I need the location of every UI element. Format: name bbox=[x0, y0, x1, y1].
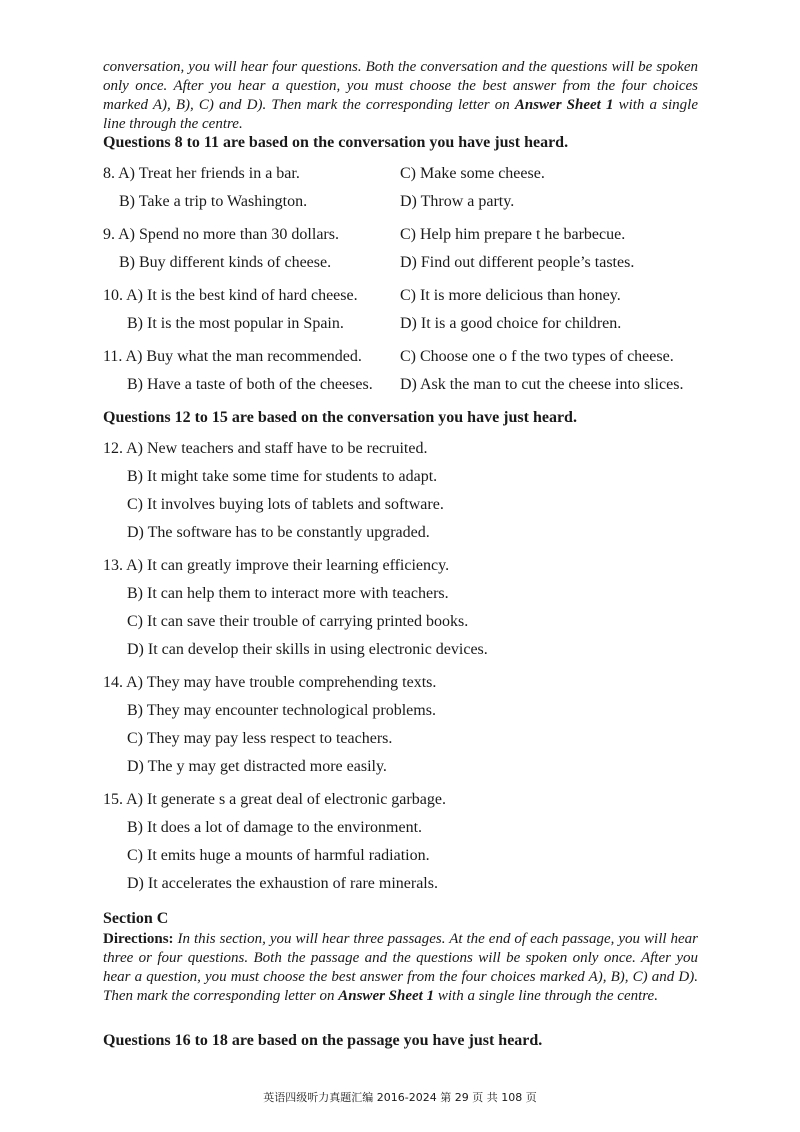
directions-label: Directions: bbox=[103, 931, 174, 947]
q9-option-c: C) Help him prepare t he barbecue. bbox=[400, 226, 626, 243]
q8-option-d: D) Throw a party. bbox=[400, 193, 515, 210]
q15-option-d: D) It accelerates the exhaustion of rare minerals. bbox=[127, 875, 438, 892]
group3-heading: Questions 16 to 18 are based on the passage you have just heard. bbox=[103, 1032, 543, 1049]
group2-heading: Questions 12 to 15 are based on the conversation you have just heard. bbox=[103, 409, 577, 426]
q14-option-a: 14. A) They may have trouble comprehending texts. bbox=[103, 674, 437, 691]
q8-option-b: B) Take a trip to Washington. bbox=[119, 193, 308, 210]
q10-option-a: 10. A) It is the best kind of hard cheese. bbox=[103, 287, 358, 304]
q8-option-c: C) Make some cheese. bbox=[400, 165, 545, 182]
directions-text-b: with a single line through the centre. bbox=[434, 988, 658, 1004]
section-c-title: Section C bbox=[103, 910, 169, 927]
q14-option-d: D) The y may get distracted more easily. bbox=[127, 758, 387, 775]
page-footer: 英语四级听力真题汇编 2016-2024 第 29 页 共 108 页 bbox=[263, 1091, 537, 1104]
q9-option-d: D) Find out different people’s tastes. bbox=[400, 254, 635, 271]
intro-answer-sheet: Answer Sheet 1 bbox=[514, 97, 614, 113]
intro-directions bbox=[103, 58, 698, 134]
q8-option-a: 8. A) Treat her friends in a bar. bbox=[103, 165, 300, 182]
q10-option-b: B) It is the most popular in Spain. bbox=[127, 315, 344, 332]
q9-option-b: B) Buy different kinds of cheese. bbox=[119, 254, 332, 271]
q13-option-b: B) It can help them to interact more with teachers. bbox=[127, 585, 449, 602]
directions-text-a: In this section, you will hear three passages. At the end of each passage, you will hear three or four questions. Both the passage and the questions will be spoken only once. After you hear a question, you must choose the best answer from the four choices marked A), B), C) and D). Then mark the corresponding letter on bbox=[103, 931, 698, 1004]
q15-option-b: B) It does a lot of damage to the environment. bbox=[127, 819, 423, 836]
q11-option-a: 11. A) Buy what the man recommended. bbox=[103, 348, 362, 365]
directions-answer-sheet: Answer Sheet 1 bbox=[338, 988, 435, 1004]
intro-text-b: with a single line through the centre. bbox=[103, 97, 698, 132]
q13-option-d: D) It can develop their skills in using electronic devices. bbox=[127, 641, 488, 658]
q12-option-b: B) It might take some time for students to adapt. bbox=[127, 468, 438, 485]
q14-option-b: B) They may encounter technological problems. bbox=[127, 702, 436, 719]
q11-option-b: B) Have a taste of both of the cheeses. bbox=[127, 376, 373, 393]
q13-option-c: C) It can save their trouble of carrying printed books. bbox=[127, 613, 469, 630]
q12-option-a: 12. A) New teachers and staff have to be recruited. bbox=[103, 440, 428, 457]
q9-option-a: 9. A) Spend no more than 30 dollars. bbox=[103, 226, 339, 243]
q13-option-a: 13. A) It can greatly improve their learning efficiency. bbox=[103, 557, 450, 574]
q11-option-c: C) Choose one o f the two types of cheese. bbox=[400, 348, 674, 365]
q12-option-c: C) It involves buying lots of tablets and software. bbox=[127, 496, 444, 513]
q10-option-d: D) It is a good choice for children. bbox=[400, 315, 622, 332]
q10-option-c: C) It is more delicious than honey. bbox=[400, 287, 621, 304]
q14-option-c: C) They may pay less respect to teachers. bbox=[127, 730, 393, 747]
group1-heading: Questions 8 to 11 are based on the conversation you have just heard. bbox=[103, 134, 569, 151]
q15-option-c: C) It emits huge a mounts of harmful radiation. bbox=[127, 847, 430, 864]
section-c-directions bbox=[103, 930, 698, 1006]
intro-text-a: conversation, you will hear four questions. Both the conversation and the questions will be spoken only once. After you hear a question, you must choose the best answer from the four choices marked A), B), C) and D). Then mark the corresponding letter on bbox=[103, 59, 698, 113]
q11-option-d: D) Ask the man to cut the cheese into slices. bbox=[400, 376, 684, 393]
q12-option-d: D) The software has to be constantly upgraded. bbox=[127, 524, 430, 541]
q15-option-a: 15. A) It generate s a great deal of electronic garbage. bbox=[103, 791, 446, 808]
